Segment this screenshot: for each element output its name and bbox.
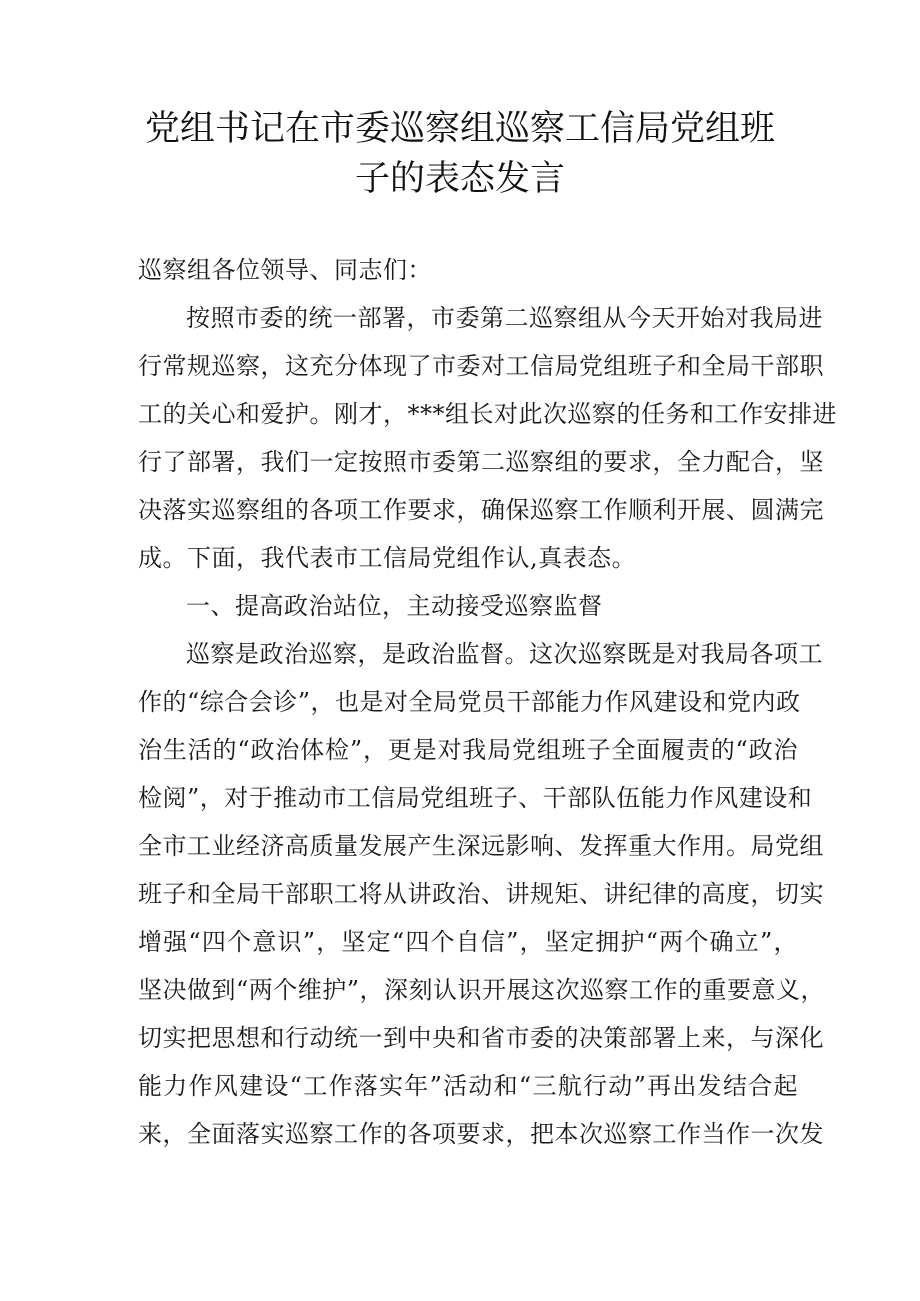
paragraph-2-line: 作的“综合会诊”，也是对全局党员干部能力作风建设和党内政 [138, 688, 801, 716]
paragraph-2-line: 巡察是政治巡察，是政治监督。这次巡察既是对我局各项工 [186, 640, 823, 668]
paragraph-1-line: 行常规巡察，这充分体现了市委对工信局党组班子和全局干部职 [138, 352, 824, 380]
paragraph-1-line: 工的关心和爱护。刚才，***组长对此次巡察的任务和工作安排进 [138, 400, 837, 428]
paragraph-1-line: 行了部署，我们一定按照市委第二巡察组的要求，全力配合，坚 [138, 448, 824, 476]
paragraph-2-line: 班子和全局干部职工将从讲政治、讲规矩、讲纪律的高度，切实 [138, 880, 824, 908]
paragraph-2-line: 增强“四个意识”，坚定“四个自信”，坚定拥护“两个确立”， [138, 928, 798, 956]
document-title-line-1: 党组书记在市委巡察组巡察工信局党组班 [144, 109, 775, 149]
paragraph-2-line: 来，全面落实巡察工作的各项要求，把本次巡察工作当作一次发 [138, 1120, 824, 1148]
paragraph-1-line: 成。下面，我代表市工信局党组作认,真表态。 [138, 544, 637, 572]
document-title-line-2: 子的表态发言 [354, 159, 565, 199]
paragraph-2-line: 能力作风建设“工作落实年”活动和“三航行动”再出发结合起 [138, 1072, 798, 1100]
paragraph-2-line: 坚决做到“两个维护”，深刻认识开展这次巡察工作的重要意义， [138, 976, 826, 1004]
paragraph-1-line: 按照市委的统一部署，市委第二巡察组从今天开始对我局进 [186, 304, 823, 332]
paragraph-2-line: 检阅”，对于推动市工信局党组班子、干部队伍能力作风建设和 [138, 784, 813, 812]
section-heading-1: 一、提高政治站位，主动接受巡察监督 [186, 592, 603, 620]
paragraph-2-line: 全市工业经济高质量发展产生深远影响、发挥重大作用。局党组 [138, 832, 824, 860]
paragraph-2-line: 切实把思想和行动统一到中央和省市委的决策部署上来，与深化 [138, 1024, 824, 1052]
salutation: 巡察组各位领导、同志们： [138, 256, 432, 284]
paragraph-2-line: 治生活的“政治体检”，更是对我局党组班子全面履责的“政治 [138, 736, 798, 764]
paragraph-1-line: 决落实巡察组的各项工作要求，确保巡察工作顺利开展、圆满完 [138, 496, 824, 524]
